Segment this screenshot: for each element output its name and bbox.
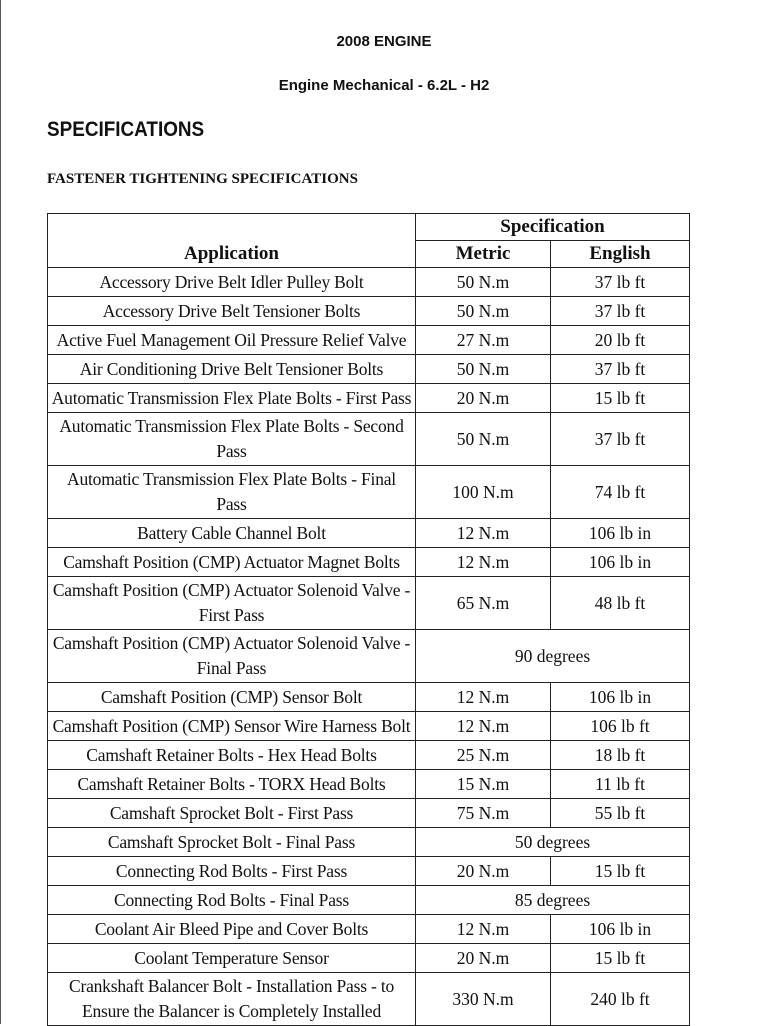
- metric-cell: 75 N.m: [416, 799, 551, 828]
- application-cell: Automatic Transmission Flex Plate Bolts - First Pass: [48, 384, 416, 413]
- column-header-metric: Metric: [416, 241, 551, 268]
- table-row: [48, 326, 690, 355]
- metric-cell: 50 N.m: [416, 268, 551, 297]
- page-border: [0, 0, 1, 1024]
- table-row: [48, 519, 690, 548]
- application-cell: Camshaft Position (CMP) Actuator Magnet Bolts: [48, 548, 416, 577]
- english-cell: 106 lb in: [551, 915, 690, 944]
- english-cell: 37 lb ft: [551, 413, 690, 466]
- column-header-english: English: [551, 241, 690, 268]
- table-row: [48, 886, 690, 915]
- english-cell: 240 lb ft: [551, 973, 690, 1026]
- english-cell: 106 lb in: [551, 548, 690, 577]
- combined-spec-cell: 50 degrees: [416, 828, 690, 857]
- table-row: [48, 828, 690, 857]
- metric-cell: 12 N.m: [416, 548, 551, 577]
- table-row: [48, 355, 690, 384]
- metric-cell: 330 N.m: [416, 973, 551, 1026]
- application-cell: Camshaft Position (CMP) Actuator Solenoid Valve - Final Pass: [48, 630, 416, 683]
- metric-cell: 50 N.m: [416, 413, 551, 466]
- table-row: [48, 944, 690, 973]
- table-row: [48, 770, 690, 799]
- application-cell: Coolant Air Bleed Pipe and Cover Bolts: [48, 915, 416, 944]
- table-row: [48, 973, 690, 1026]
- metric-cell: 12 N.m: [416, 712, 551, 741]
- table-row: [48, 268, 690, 297]
- english-cell: 15 lb ft: [551, 857, 690, 886]
- english-cell: 20 lb ft: [551, 326, 690, 355]
- english-cell: 37 lb ft: [551, 297, 690, 326]
- table-row: [48, 915, 690, 944]
- table-row: [48, 857, 690, 886]
- metric-cell: 50 N.m: [416, 297, 551, 326]
- metric-cell: 100 N.m: [416, 466, 551, 519]
- table-row: [48, 799, 690, 828]
- metric-cell: 20 N.m: [416, 944, 551, 973]
- metric-cell: 12 N.m: [416, 519, 551, 548]
- english-cell: 106 lb ft: [551, 712, 690, 741]
- table-heading: FASTENER TIGHTENING SPECIFICATIONS: [47, 171, 358, 187]
- application-cell: Accessory Drive Belt Idler Pulley Bolt: [48, 268, 416, 297]
- application-cell: Camshaft Retainer Bolts - TORX Head Bolts: [48, 770, 416, 799]
- application-cell: Camshaft Retainer Bolts - Hex Head Bolts: [48, 741, 416, 770]
- table-row: [48, 712, 690, 741]
- table-row: [48, 548, 690, 577]
- english-cell: 106 lb in: [551, 683, 690, 712]
- english-cell: 15 lb ft: [551, 944, 690, 973]
- application-cell: Coolant Temperature Sensor: [48, 944, 416, 973]
- english-cell: 37 lb ft: [551, 268, 690, 297]
- column-header-specification: Specification: [416, 214, 690, 241]
- table-row: [48, 577, 690, 630]
- application-cell: Camshaft Position (CMP) Actuator Solenoid Valve - First Pass: [48, 577, 416, 630]
- english-cell: 37 lb ft: [551, 355, 690, 384]
- application-cell: Automatic Transmission Flex Plate Bolts - Final Pass: [48, 466, 416, 519]
- table-row: [48, 741, 690, 770]
- english-cell: 11 lb ft: [551, 770, 690, 799]
- application-cell: Crankshaft Balancer Bolt - Installation Pass - to Ensure the Balancer is Completely Installed: [48, 973, 416, 1026]
- table-row: [48, 466, 690, 519]
- document-subtitle: Engine Mechanical - 6.2L - H2: [278, 77, 490, 94]
- application-cell: Camshaft Position (CMP) Sensor Wire Harness Bolt: [48, 712, 416, 741]
- application-cell: Air Conditioning Drive Belt Tensioner Bolts: [48, 355, 416, 384]
- english-cell: 106 lb in: [551, 519, 690, 548]
- application-cell: Camshaft Sprocket Bolt - Final Pass: [48, 828, 416, 857]
- table-row: [48, 630, 690, 683]
- application-cell: Connecting Rod Bolts - Final Pass: [48, 886, 416, 915]
- application-cell: Camshaft Position (CMP) Sensor Bolt: [48, 683, 416, 712]
- combined-spec-cell: 85 degrees: [416, 886, 690, 915]
- table-row: [48, 413, 690, 466]
- combined-spec-cell: 90 degrees: [416, 630, 690, 683]
- fastener-spec-table: [47, 213, 690, 1026]
- application-cell: Battery Cable Channel Bolt: [48, 519, 416, 548]
- english-cell: 18 lb ft: [551, 741, 690, 770]
- metric-cell: 27 N.m: [416, 326, 551, 355]
- metric-cell: 20 N.m: [416, 384, 551, 413]
- table-row: [48, 683, 690, 712]
- metric-cell: 65 N.m: [416, 577, 551, 630]
- document-title: 2008 ENGINE: [336, 33, 432, 50]
- metric-cell: 15 N.m: [416, 770, 551, 799]
- metric-cell: 20 N.m: [416, 857, 551, 886]
- table-row: [48, 384, 690, 413]
- english-cell: 48 lb ft: [551, 577, 690, 630]
- application-cell: Active Fuel Management Oil Pressure Relief Valve: [48, 326, 416, 355]
- metric-cell: 12 N.m: [416, 915, 551, 944]
- application-cell: Accessory Drive Belt Tensioner Bolts: [48, 297, 416, 326]
- english-cell: 74 lb ft: [551, 466, 690, 519]
- column-header-application: Application: [48, 214, 416, 268]
- application-cell: Camshaft Sprocket Bolt - First Pass: [48, 799, 416, 828]
- section-heading: SPECIFICATIONS: [47, 118, 205, 141]
- application-cell: Connecting Rod Bolts - First Pass: [48, 857, 416, 886]
- table-row: [48, 297, 690, 326]
- english-cell: 15 lb ft: [551, 384, 690, 413]
- english-cell: 55 lb ft: [551, 799, 690, 828]
- metric-cell: 25 N.m: [416, 741, 551, 770]
- metric-cell: 50 N.m: [416, 355, 551, 384]
- application-cell: Automatic Transmission Flex Plate Bolts - Second Pass: [48, 413, 416, 466]
- metric-cell: 12 N.m: [416, 683, 551, 712]
